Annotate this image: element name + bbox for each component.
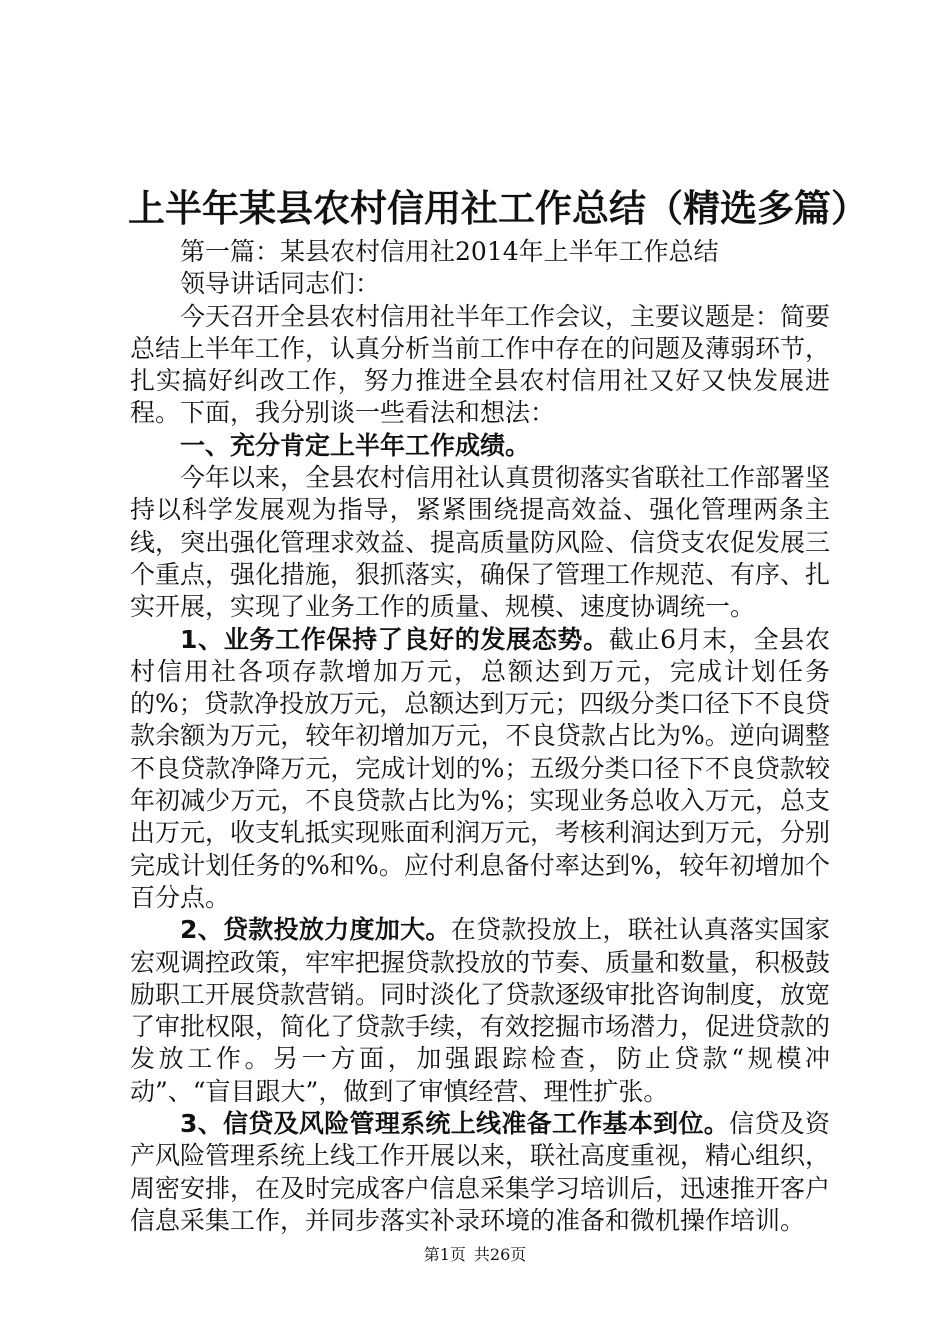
document-body bbox=[130, 236, 830, 1237]
point-text-2: 在贷款投放上，联社认真落实国家宏观调控政策，牢牢把握贷款投放的节奏、质量和数量，积极鼓励职工开展贷款营销。同时淡化了贷款逐级审批咨询制度，放宽了审批权限，简化了贷款手续，有效挖掘市场潜力，促进贷款的发放工作。另一方面，加强跟踪检查，防止贷款“规模冲动”、“盲目跟大”，做到了审慎经营、理性扩张。 bbox=[130, 915, 831, 1106]
page-total: 共26页 bbox=[473, 1245, 527, 1264]
salutation: 领导讲话同志们： bbox=[180, 269, 381, 299]
point-heading-3: 3、信贷及风险管理系统上线准备工作基本到位。 bbox=[180, 1109, 730, 1139]
point-text-1: 截止6月末，全县农村信用社各项存款增加万元，总额达到万元，完成计划任务的%；贷款净投放万元，总额达到万元；四级分类口径下不良贷款余额为万元，较年初增加万元，不良贷款占比为%。逆向调整不良贷款净降万元，完成计划的%；五级分类口径下不良贷款较年初减少万元，不良贷款占比为%；实现业务总收入万元，总支出万元，收支轧抵实现账面利润万元，考核利润达到万元，分别完成计划任务的%和%。应付利息备付率达到%，较年初增加个百分点。 bbox=[130, 624, 831, 912]
document-title: 上半年某县农村信用社工作总结（精选多篇） bbox=[128, 186, 868, 230]
point-heading-2: 2、贷款投放力度加大。 bbox=[180, 915, 451, 945]
point-paragraph-2 bbox=[130, 914, 830, 1108]
chapter-subtitle: 第一篇：某县农村信用社2014年上半年工作总结 bbox=[180, 237, 719, 266]
intro-paragraph: 今天召开全县农村信用社半年工作会议，主要议题是：简要总结上半年工作，认真分析当前工作中存在的问题及薄弱环节，扎实搞好纠改工作，努力推进全县农村信用社又好又快发展进程。下面，我分别谈一些看法和想法： bbox=[130, 301, 831, 428]
point-paragraph-3 bbox=[130, 1108, 830, 1237]
section-heading bbox=[130, 430, 830, 462]
section-intro-paragraph: 今年以来，全县农村信用社认真贯彻落实省联社工作部署坚持以科学发展观为指导，紧紧围绕提高效益、强化管理两条主线，突出强化管理求效益、提高质量防风险、信贷支农促发展三个重点，强化措施，狠抓落实，确保了管理工作规范、有序、扎实开展，实现了业务工作的质量、规模、速度协调统一。 bbox=[130, 463, 831, 622]
point-text-3: 信贷及资产风险管理系统上线工作开展以来，联社高度重视，精心组织，周密安排，在及时完成客户信息采集学习培训后，迅速推开客户信息采集工作，并同步落实补录环境的准备和微机操作培训。 bbox=[130, 1109, 831, 1235]
point-paragraph-1 bbox=[130, 624, 830, 915]
page-footer bbox=[0, 1245, 950, 1265]
point-heading-1: 1、业务工作保持了良好的发展态势。 bbox=[180, 624, 609, 654]
section-heading-text: 一、充分肯定上半年工作成绩。 bbox=[180, 430, 531, 460]
page-number: 第1页 bbox=[423, 1245, 466, 1264]
